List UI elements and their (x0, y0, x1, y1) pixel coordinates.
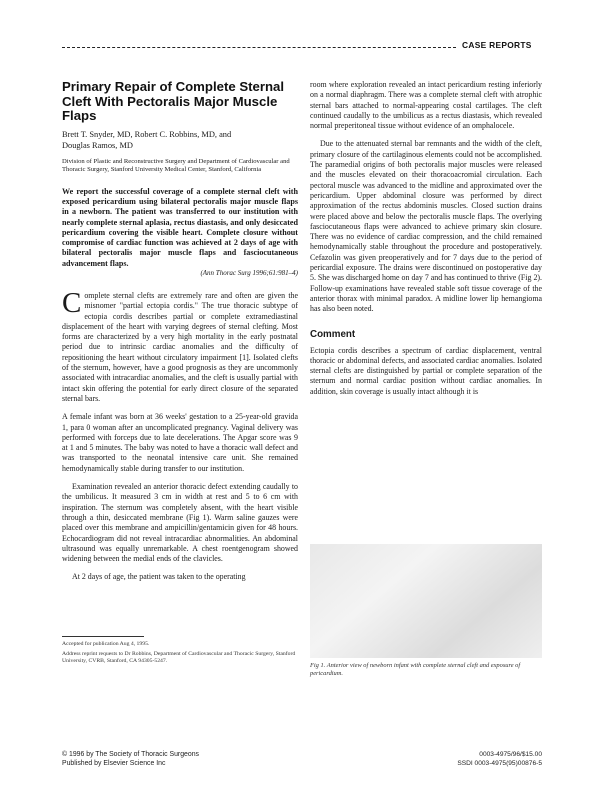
publisher-right (400, 750, 542, 768)
footnote-accepted: Accepted for publication Aug 4, 1995. (62, 641, 150, 647)
right-paragraph-2: Due to the attenuated sternal bar remnants and the width of the cleft, primary closure of the cartilaginous elements could not be accomplished. The paramedial origins of both pectoralis major muscles were released and the muscles elevated on their thoracoacromial circulation. Each pectoral muscle was advanced to the midline and approximated over the pericardium. Upper abdominal closure was performed by direct approximation of the rectus abdominis muscles. Closed suction drains were placed above and below the pectoralis muscle flaps. The overlying fasciocutaneous flaps were advanced to achieve primary skin closure. There was no evidence of cardiac compression, and the child remained hemodynamically stable throughout the procedure and postoperatively. Cefazolin was given preoperatively and for 7 days due to the period of pericardial exposure. The drains were discontinued on postoperative day 5. She was discharged home on day 7 and has continued to thrive (Fig 2). Follow-up examinations have revealed stable soft tissue coverage of the anterior thorax with minimal paradox. A midline lower lip hemangioma has also been noted. (310, 139, 542, 314)
intro-paragraph (62, 286, 298, 404)
authors-line-1: Brett T. Snyder, MD, Robert C. Robbins, MD, and (62, 129, 232, 139)
right-paragraph-1: room where exploration revealed an intact pericardium resting inferiorly on a normal diaphragm. There was a complete sternal cleft with atrophic sternal bars attached to normal-appearing costal cartilages. The cleft continued caudally to the umbilicus as a rectus diastasis, which revealed normal preperitoneal tissue without evidence of an omphalocele. (310, 80, 542, 131)
right-column (310, 80, 542, 405)
citation: (Ann Thorac Surg 1996;61:981–4) (200, 268, 298, 277)
issn: 0003-4975/96/$15.00 (479, 751, 542, 758)
comment-heading: Comment (310, 328, 356, 340)
affiliation: Division of Plastic and Reconstructive Surgery and Department of Cardiovascular and Thoracic Surgery, Stanford University Medical Center, Stanford, California (62, 157, 290, 174)
case-paragraph-2: Examination revealed an anterior thoracic defect extending caudally to the umbilicus. It measured 3 cm in width at rest and 5 to 6 cm with inspiration. The sternum was completely absent, with the heart visible through a thin, desiccated membrane (Fig 1). Warm saline gauzes were placed over this membrane and ampicillin/gentamicin given for 48 hours. Echocardiogram did not reveal intracardiac abnormalities. An abdominal ultrasound was equally unremarkable. A chest roentgenogram showed widening between the medial ends of the clavicles. (62, 482, 298, 564)
publisher-name: Published by Elsevier Science Inc (62, 760, 166, 767)
authors (62, 129, 298, 151)
footnote-address: Address reprint requests to Dr Robbins, Department of Cardiovascular and Thoracic Surgery, Stanford University, CVRB, Stanford, CA 94305-5247. (62, 651, 296, 665)
section-label: CASE REPORTS (462, 40, 532, 50)
figure-1-caption: Fig 1. Anterior view of newborn infant with complete sternal cleft and exposure of pericardium. (310, 662, 521, 678)
comment-paragraph: Ectopia cordis describes a spectrum of cardiac displacement, ventral thoracic or abdominal defects, and associated cardiac anomalies. Isolated sternal clefts are distinguished by partial or complete separation of the sternum and normal cardiac position without cardiac anomalies. In addition, skin coverage is usually intact although it is (310, 345, 542, 396)
intro-text: omplete sternal clefts are extremely rare and often are given the misnomer "partial ectopia cordis." The true thoracic subtype of ectopia cordis describes partial or complete extramediastinal displacement of the heart with varying degrees of sternal clefting. Most forms are characterized by a very high mortality in the early postnatal period due to intrinsic cardiac anomalies and the difficulty of repositioning the heart without circulatory impairment [1]. Isolated clefts of the sternum, however, have a good prognosis as they are uncommonly associated with intracardiac anomalies, and the cleft is usually partial with intact skin offering the potential for early direct closure of the separated sternal bars. (62, 290, 298, 403)
dropcap: C (62, 286, 82, 319)
footnote-rule (62, 636, 144, 637)
case-paragraph-1: A female infant was born at 36 weeks' gestation to a 25-year-old gravida 1, para 0 woman after an uncomplicated pregnancy. Vaginal delivery was performed with forceps due to late decelerations. The Apgar score was 9 at 1 and 5 minutes. The baby was noted to have a thoracic wall defect and was transported to the neonatal intensive care unit. She remained hemodynamically stable during transfer to our institution. (62, 412, 298, 473)
case-paragraph-3: At 2 days of age, the patient was taken to the operating (72, 572, 246, 582)
ssdi: SSDI 0003-4975(95)00876-5 (457, 760, 542, 767)
header-rule (62, 47, 456, 48)
abstract: We report the successful coverage of a complete sternal cleft with exposed pericardium using bilateral pectoralis major muscle flaps in a newborn. The patient was transferred to our institution with nearly complete sternal aplasia, rectus diastasis, and only desiccated pericardium covering the visible heart. Complete closure without compromise of cardiac function was achieved at 2 days of age with bilateral pectoralis major muscle flaps and fasciocutaneous advancement flaps. (62, 186, 298, 268)
left-column (62, 80, 298, 591)
copyright: © 1996 by The Society of Thoracic Surgeons (62, 751, 199, 758)
article-title: Primary Repair of Complete Sternal Cleft With Pectoralis Major Muscle Flaps (62, 79, 285, 124)
publisher-left (62, 750, 302, 768)
authors-line-2: Douglas Ramos, MD (62, 140, 133, 150)
figure-1-photo (310, 544, 542, 658)
